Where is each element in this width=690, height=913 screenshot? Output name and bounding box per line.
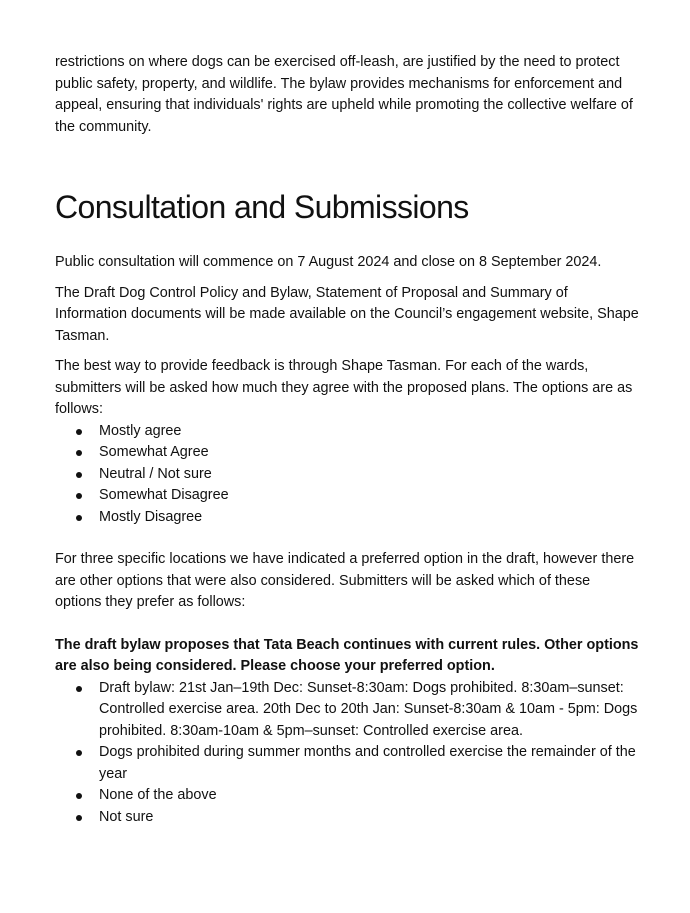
list-item: Draft bylaw: 21st Jan–19th Dec: Sunset-8:30am: Dogs prohibited. 8:30am–sunset: Controlled exercise area. 20th Dec to 20th Jan: Sunset-8:30am & 10am - 5pm: Dogs prohibited. 8:30am-10am & 5pm–sunset: Controlled exercise area.: [55, 678, 640, 743]
list-item: Not sure: [55, 807, 640, 829]
list-item: None of the above: [55, 785, 640, 807]
intro-paragraph: restrictions on where dogs can be exercised off-leash, are justified by the need to protect public safety, property, and wildlife. The bylaw provides mechanisms for enforcement and appeal, ensuring that individuals' rights are upheld while promoting the collective welfare of the community.: [55, 54, 633, 135]
consultation-dates-paragraph: Public consultation will commence on 7 August 2024 and close on 8 September 2024.: [55, 254, 602, 270]
tata-beach-question: The draft bylaw proposes that Tata Beach continues with current rules. Other options are also being considered. Please choose your preferred option.: [55, 636, 639, 674]
feedback-paragraph: The best way to provide feedback is through Shape Tasman. For each of the wards, submitters will be asked how much they agree with the proposed plans. The options are as follows:: [55, 358, 633, 417]
list-item: Mostly Disagree: [55, 507, 640, 529]
section-heading: Consultation and Submissions: [55, 189, 469, 225]
list-item: Neutral / Not sure: [55, 464, 640, 486]
tata-beach-options-list: [55, 678, 640, 829]
list-item: Somewhat Agree: [55, 442, 640, 464]
agreement-options-list: [55, 421, 640, 529]
list-item: Somewhat Disagree: [55, 485, 640, 507]
list-item: Dogs prohibited during summer months and controlled exercise the remainder of the year: [55, 742, 640, 785]
locations-paragraph: For three specific locations we have indicated a preferred option in the draft, however there are other options that were also considered. Submitters will be asked which of these options they prefer as follows:: [55, 551, 635, 610]
document-content: [55, 52, 640, 828]
documents-availability-paragraph: The Draft Dog Control Policy and Bylaw, Statement of Proposal and Summary of Information documents will be made available on the Council’s engagement website, Shape Tasman.: [55, 284, 639, 344]
list-item: Mostly agree: [55, 421, 640, 443]
